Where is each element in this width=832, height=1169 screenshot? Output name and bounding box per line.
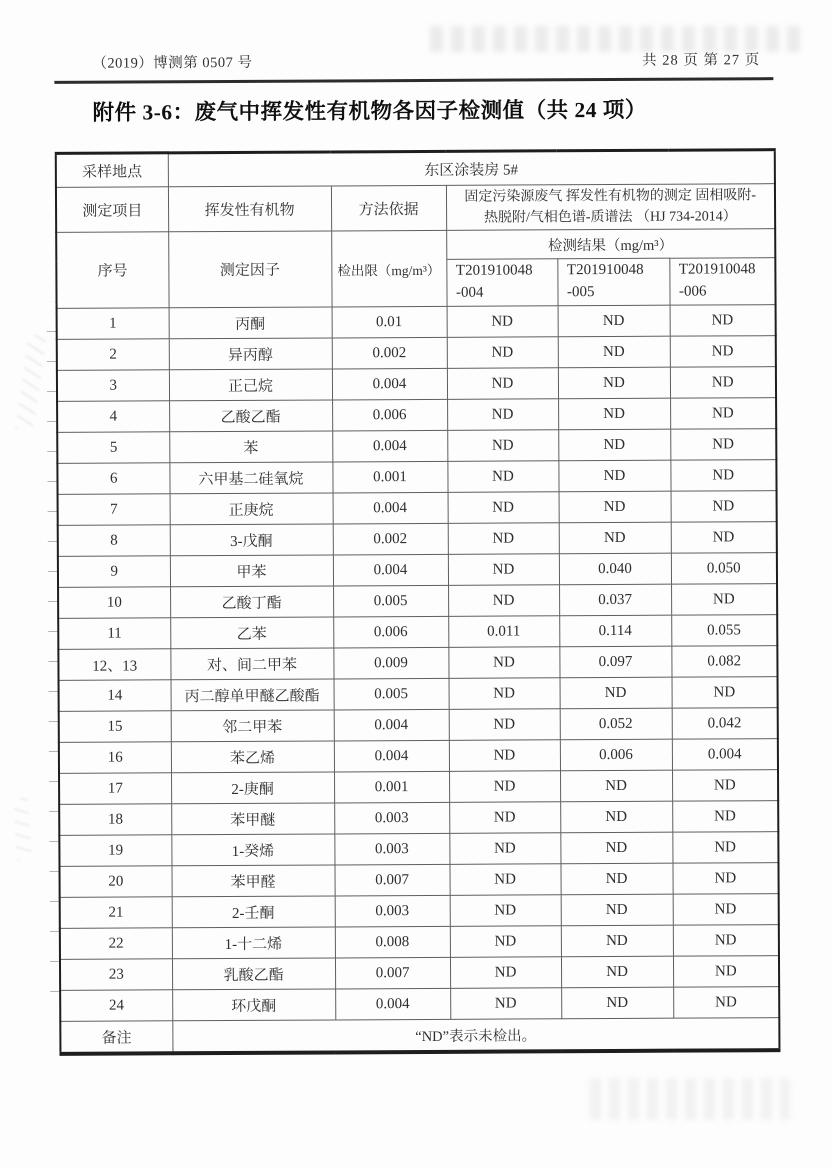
table-row: [59, 770, 778, 805]
row-result-006: ND: [672, 801, 778, 833]
row-result-005: ND: [561, 894, 673, 926]
row-result-004: ND: [449, 802, 560, 834]
row-result-006: 0.050: [671, 553, 777, 585]
page-count: 共 28 页 第 27 页: [642, 52, 761, 69]
row-factor: 六甲基二硅氧烷: [169, 462, 332, 494]
note-value: “ND”表示未检出。: [172, 1018, 779, 1054]
row-limit: 0.006: [332, 399, 447, 431]
row-result-006: 0.042: [672, 708, 778, 740]
row-result-006: 0.055: [671, 615, 777, 647]
row-limit: 0.003: [335, 895, 450, 927]
row-result-006: ND: [673, 956, 779, 988]
row-result-005: 0.097: [559, 646, 671, 678]
row-result-005: ND: [559, 522, 671, 554]
row-result-005: ND: [558, 460, 670, 492]
table-row: [58, 646, 777, 681]
sample-id-line: T201910048: [566, 262, 644, 279]
row-result-004: ND: [448, 647, 559, 679]
row-factor: 苯甲醛: [171, 865, 334, 897]
voc-results-table: [55, 148, 781, 1056]
row-factor: 乙酸乙酯: [169, 400, 332, 432]
row-result-006: ND: [672, 863, 778, 895]
sampling-site-value: 东区涂装房 5#: [168, 150, 775, 187]
row-no: 17: [59, 773, 171, 805]
voc-table-body: [57, 305, 780, 1022]
row-result-004: ND: [449, 864, 560, 896]
row-limit: 0.004: [334, 740, 449, 772]
column-header-limit: 检出限（mg/m³）: [331, 230, 446, 307]
sampling-site-label: 采样地点: [56, 153, 168, 188]
row-result-005: ND: [561, 987, 673, 1019]
row-no: 7: [58, 494, 170, 526]
row-limit: 0.005: [333, 585, 448, 617]
method-label: 方法依据: [331, 185, 446, 231]
row-limit: 0.002: [333, 523, 448, 555]
row-factor: 苯乙烯: [171, 741, 334, 773]
row-no: 24: [60, 990, 172, 1022]
row-result-005: 0.037: [559, 584, 671, 616]
row-no: 18: [59, 804, 171, 836]
row-no: 23: [60, 959, 172, 991]
row-factor: 乳酸乙酯: [172, 958, 335, 990]
row-limit: 0.009: [333, 647, 448, 679]
row-result-004: ND: [450, 926, 561, 958]
row-result-004: ND: [450, 988, 561, 1020]
row-factor: 苯甲醚: [171, 803, 334, 835]
row-no: 8: [58, 525, 170, 557]
row-no: 10: [58, 587, 170, 619]
row-result-005: ND: [559, 491, 671, 523]
row-result-004: ND: [449, 709, 560, 741]
row-result-006: ND: [672, 770, 778, 802]
table-row: [58, 584, 777, 619]
row-no: 1: [57, 308, 169, 340]
row-result-006: ND: [670, 336, 776, 368]
row-result-004: ND: [448, 585, 559, 617]
table-row: [59, 832, 778, 867]
method-value-line1: 固定污染源废气 挥发性有机物的测定 固相吸附-: [464, 188, 757, 205]
row-limit: 0.006: [333, 616, 448, 648]
row-factor: 对、间二甲苯: [170, 648, 333, 680]
column-header-no: 序号: [56, 232, 168, 309]
voc-table-footer: [60, 1018, 779, 1054]
row-limit: 0.007: [335, 957, 450, 989]
row-result-004: ND: [447, 337, 558, 369]
row-limit: 0.005: [334, 678, 449, 710]
row-result-004: ND: [448, 554, 559, 586]
row-no: 21: [60, 897, 172, 929]
row-result-005: ND: [560, 677, 672, 709]
row-result-006: ND: [673, 925, 779, 957]
table-row: [59, 801, 778, 836]
column-header-result: 检测结果（mg/m³）: [446, 229, 775, 260]
row-factor: 乙苯: [170, 617, 333, 649]
row-no: 16: [59, 742, 171, 774]
row-result-006: ND: [670, 305, 776, 337]
row-factor: 乙酸丁酯: [170, 586, 333, 618]
method-value-line2: 热脱附/气相色谱-质谱法 （HJ 734-2014）: [483, 209, 737, 226]
row-limit: 0.004: [332, 368, 447, 400]
row-limit: 0.004: [333, 492, 448, 524]
row-result-004: ND: [448, 523, 559, 555]
row-factor: 邻二甲苯: [171, 710, 334, 742]
row-result-005: ND: [558, 305, 670, 337]
table-row: [57, 336, 776, 371]
note-label: 备注: [60, 1021, 172, 1054]
row-limit: 0.01: [332, 306, 447, 338]
row-result-006: ND: [672, 832, 778, 864]
row-factor: 正己烷: [169, 369, 332, 401]
row-result-005: ND: [560, 832, 672, 864]
project-value: 挥发性有机物: [168, 186, 331, 232]
column-header-factor: 测定因子: [168, 231, 331, 308]
sample-id-line: T201910048: [678, 261, 756, 278]
row-no: 22: [60, 928, 172, 960]
row-factor: 环戊酮: [172, 989, 335, 1021]
row-result-005: ND: [561, 956, 673, 988]
doc-number: （2019）博测第 0507 号: [92, 54, 253, 72]
row-result-005: ND: [558, 336, 670, 368]
row-result-004: ND: [447, 399, 558, 431]
row-no: 19: [59, 835, 171, 867]
row-no: 20: [59, 866, 171, 898]
row-result-005: ND: [560, 770, 672, 802]
row-limit: 0.001: [334, 771, 449, 803]
row-factor: 丙酮: [169, 307, 332, 339]
row-result-006: ND: [670, 398, 776, 430]
row-limit: 0.003: [334, 833, 449, 865]
sampling-site-row: [56, 150, 775, 188]
row-no: 3: [57, 370, 169, 402]
row-result-005: ND: [560, 863, 672, 895]
row-factor: 丙二醇单甲醚乙酸酯: [171, 679, 334, 711]
row-limit: 0.007: [334, 864, 449, 896]
row-limit: 0.004: [332, 430, 447, 462]
row-result-006: 0.004: [672, 739, 778, 771]
sample-id-006: [669, 258, 775, 306]
row-result-004: 0.011: [448, 616, 559, 648]
voc-table-header: [56, 150, 776, 309]
table-row: [58, 491, 777, 526]
row-limit: 0.008: [335, 926, 450, 958]
row-limit: 0.002: [332, 337, 447, 369]
row-result-006: ND: [673, 894, 779, 926]
row-result-006: ND: [671, 522, 777, 554]
table-row: [59, 863, 778, 898]
project-method-row: [56, 184, 775, 233]
row-factor: 甲苯: [170, 555, 333, 587]
table-row: [57, 398, 776, 433]
project-label: 测定项目: [56, 187, 168, 233]
row-result-005: ND: [558, 367, 670, 399]
row-result-004: ND: [447, 461, 558, 493]
row-limit: 0.004: [333, 554, 448, 586]
table-row: [60, 925, 779, 960]
row-factor: 正庚烷: [170, 493, 333, 525]
row-limit: 0.003: [334, 802, 449, 834]
row-result-004: ND: [450, 957, 561, 989]
row-result-006: ND: [670, 367, 776, 399]
row-limit: 0.001: [332, 461, 447, 493]
row-result-006: ND: [671, 584, 777, 616]
row-factor: 1-癸烯: [171, 834, 334, 866]
table-row: [59, 677, 778, 712]
table-row: [59, 708, 778, 743]
page-header: [54, 48, 772, 73]
sample-id-004: [446, 259, 557, 307]
row-no: 4: [57, 401, 169, 433]
row-result-005: 0.114: [559, 615, 671, 647]
row-no: 9: [58, 556, 170, 588]
row-factor: 苯: [169, 431, 332, 463]
row-no: 5: [57, 432, 169, 464]
row-result-004: ND: [447, 306, 558, 338]
sample-id-line: -006: [678, 283, 707, 300]
row-result-004: ND: [449, 833, 560, 865]
row-result-005: 0.006: [560, 739, 672, 771]
row-no: 12、13: [58, 649, 170, 681]
method-value: [446, 184, 775, 231]
table-row: [57, 429, 776, 464]
table-row: [60, 987, 779, 1022]
attachment-title: 附件 3-6：废气中挥发性有机物各因子检测值（共 24 项）: [92, 97, 647, 125]
row-factor: 1-十二烯: [172, 927, 335, 959]
row-result-004: ND: [450, 895, 561, 927]
row-result-006: ND: [673, 987, 779, 1019]
row-result-006: ND: [672, 677, 778, 709]
row-result-004: ND: [447, 368, 558, 400]
row-result-005: 0.052: [560, 708, 672, 740]
row-result-005: 0.040: [559, 553, 671, 585]
row-no: 2: [57, 339, 169, 371]
note-row: [60, 1018, 779, 1054]
row-result-004: ND: [449, 771, 560, 803]
row-result-006: 0.082: [671, 646, 777, 678]
table-row: [58, 553, 777, 588]
row-result-006: ND: [670, 460, 776, 492]
row-no: 15: [59, 711, 171, 743]
table-row: [60, 956, 779, 991]
table-row: [58, 615, 777, 650]
row-result-005: ND: [558, 429, 670, 461]
table-row: [57, 367, 776, 402]
sample-id-line: T201910048: [455, 262, 533, 280]
sample-id-line: -004: [455, 284, 484, 301]
row-result-004: ND: [447, 430, 558, 462]
row-limit: 0.004: [335, 988, 450, 1020]
row-result-005: ND: [558, 398, 670, 430]
row-no: 6: [57, 463, 169, 495]
row-limit: 0.004: [334, 709, 449, 741]
row-factor: 2-壬酮: [172, 896, 335, 928]
row-factor: 2-庚酮: [171, 772, 334, 804]
table-row: [60, 894, 779, 929]
table-row: [57, 305, 776, 340]
row-factor: 异丙醇: [169, 338, 332, 370]
sample-id-005: [557, 258, 669, 306]
table-row: [57, 460, 776, 495]
row-result-006: ND: [670, 429, 776, 461]
row-result-004: ND: [448, 492, 559, 524]
row-result-006: ND: [671, 491, 777, 523]
row-result-005: ND: [561, 925, 673, 957]
table-row: [58, 522, 777, 557]
row-result-004: ND: [449, 678, 560, 710]
row-result-005: ND: [560, 801, 672, 833]
row-no: 11: [58, 618, 170, 650]
table-row: [59, 739, 778, 774]
row-factor: 3-戊酮: [170, 524, 333, 556]
sample-id-line: -005: [566, 284, 595, 301]
result-header-row: [56, 229, 775, 262]
row-no: 14: [59, 680, 171, 712]
header-rule: [54, 77, 773, 83]
row-result-004: ND: [449, 740, 560, 772]
